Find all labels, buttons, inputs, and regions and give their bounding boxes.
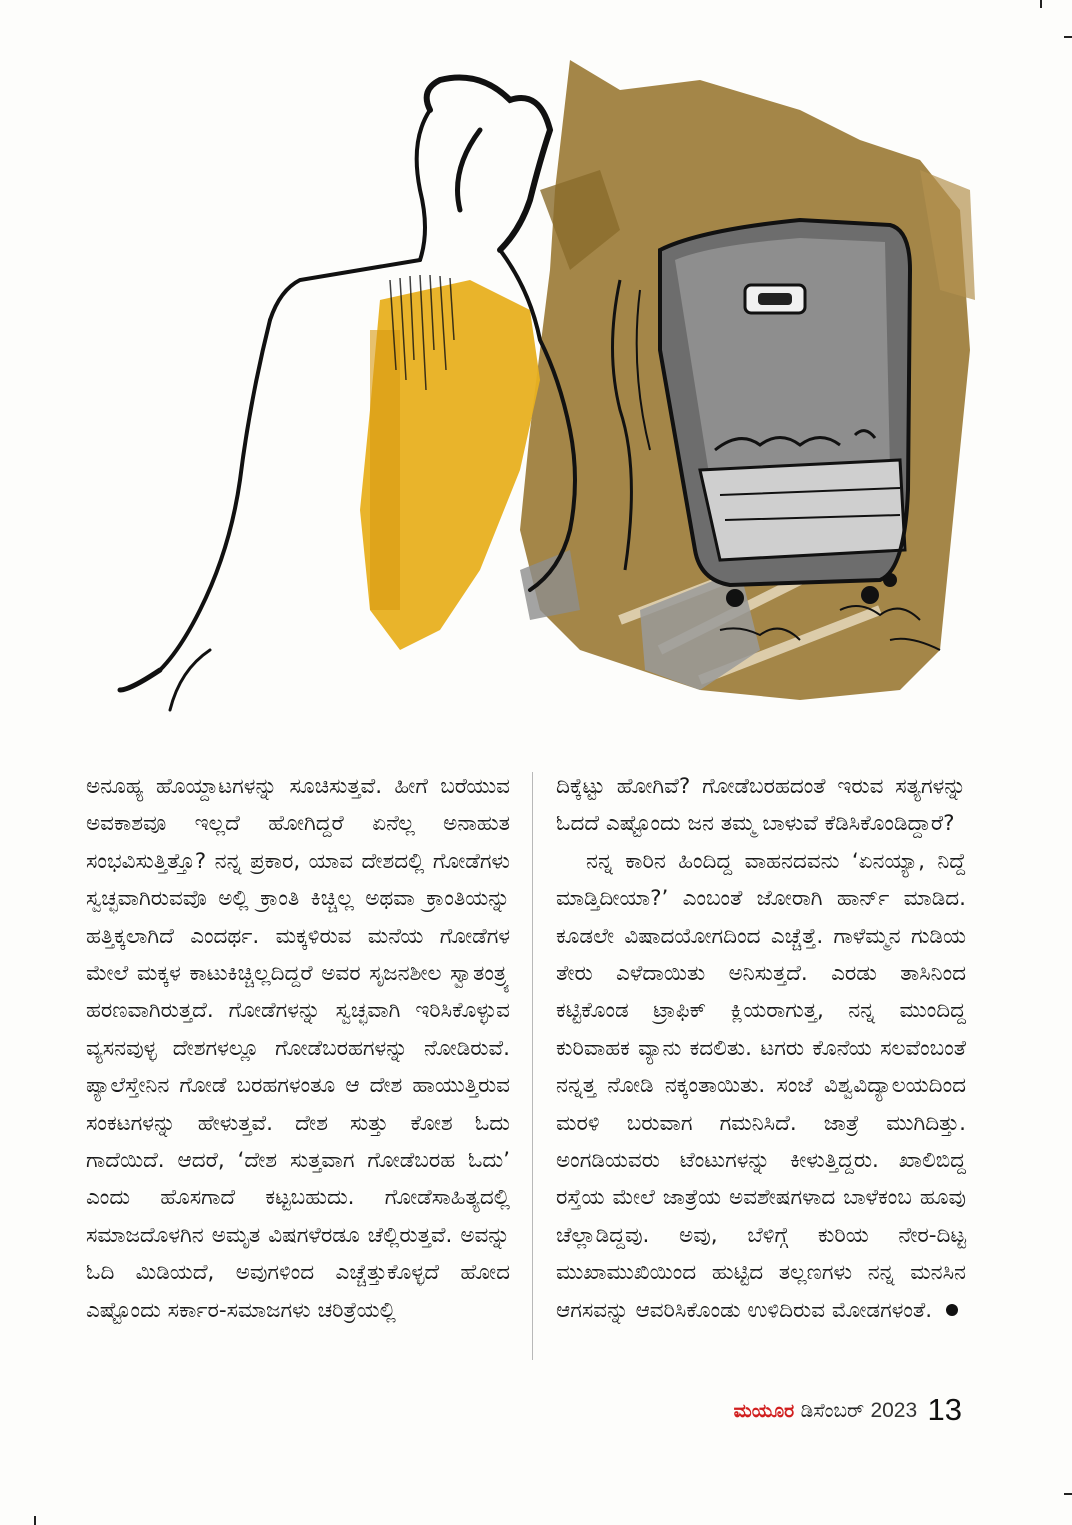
paragraph-text: ನನ್ನ ಕಾರಿನ ಹಿಂದಿದ್ದ ವಾಹನದವನು ‘ಏನಯ್ಯಾ, ನಿದ್ದೆ ಮಾಡ್ತಿದೀಯಾ?’ ಎಂಬಂತೆ ಜೋರಾಗಿ ಹಾರ್ನ್ ಮಾಡಿದ. ಕೂಡಲೇ ವಿಷಾದಯೋಗದಿಂದ ಎಚ್ಚೆತ್ತೆ. ಗಾಳೆಮ್ಮನ ಗುಡಿಯ ತೇರು ಎಳೆದಾಯಿತು ಅನಿಸುತ್ತದೆ. ಎರಡು ತಾಸಿನಿಂದ ಕಟ್ಟಿಕೊಂಡ ಟ್ರಾಫಿಕ್ ಕ್ಲಿಯರಾಗುತ್ತ, ನನ್ನ ಮುಂದಿದ್ದ ಕುರಿವಾಹಕ ವ್ಯಾನು ಕದಲಿತು. ಟಗರು ಕೊನೆಯ ಸಲವೆಂಬಂತೆ ನನ್ನತ್ತ ನೋಡಿ ನಕ್ಕಂತಾಯಿತು. ಸಂಜೆ ವಿಶ್ವವಿದ್ಯಾಲಯದಿಂದ ಮರಳಿ ಬರುವಾಗ ಗಮನಿಸಿದೆ. ಜಾತ್ರೆ ಮುಗಿದಿತ್ತು. ಅಂಗಡಿಯವರು ಟೆಂಟುಗಳನ್ನು ಕೀಳುತ್ತಿದ್ದರು. ಖಾಲಿಬಿದ್ದ ರಸ್ತೆಯ ಮೇಲೆ ಜಾತ್ರೆಯ ಅವಶೇಷಗಳಾದ ಬಾಳೆಕಂಬ ಹೂವು ಚೆಲ್ಲಾಡಿದ್ದವು. ಅವು, ಬೆಳಿಗ್ಗೆ ಕುರಿಯ ನೇರ-ದಿಟ್ಟ ಮುಖಾಮುಖಿಯಿಂದ ಹುಟ್ಟಿದ ತಲ್ಲಣಗಳು ನನ್ನ ಮನಸಿನ ಆಗಸವನ್ನು ಆವರಿಸಿಕೊಂಡು ಉಳಿದಿರುವ ಮೋಡಗಳಂತೆ.	[556, 848, 966, 1323]
page-footer	[734, 1392, 962, 1428]
issue-year: 2023	[870, 1399, 918, 1422]
article-column-right	[556, 768, 966, 1329]
column-divider	[532, 772, 533, 1360]
magazine-name: ಮಯೂರ	[733, 1400, 795, 1422]
crop-mark-bottom-left	[34, 1516, 36, 1525]
illustration	[100, 50, 980, 730]
crop-mark-right-top	[1064, 36, 1072, 38]
crop-mark-top-right	[1040, 0, 1042, 8]
page-number: 13	[927, 1392, 962, 1427]
paragraph: ದಿಕ್ಕೆಟ್ಟು ಹೋಗಿವೆ? ಗೋಡೆಬರಹದಂತೆ ಇರುವ ಸತ್ಯಗಳನ್ನು ಓದದೆ ಎಷ್ಟೊಂದು ಜನ ತಮ್ಮ ಬಾಳುವೆ ಕೆಡಿಸಿಕೊಂಡಿದ್ದಾರೆ?	[556, 774, 966, 837]
issue-month: ಡಿಸೆಂಬರ್	[800, 1398, 865, 1422]
end-of-article-bullet-icon	[946, 1304, 958, 1316]
article-column-left	[86, 768, 510, 1329]
crop-mark-right-bottom	[1064, 1493, 1072, 1495]
paragraph: ಅನೂಹ್ಯ ಹೊಯ್ದಾಟಗಳನ್ನು ಸೂಚಿಸುತ್ತವೆ. ಹೀಗೆ ಬರೆಯುವ ಅವಕಾಶವೂ ಇಲ್ಲದೆ ಹೋಗಿದ್ದರೆ ಏನೆಲ್ಲ ಅನಾಹುತ ಸಂಭವಿಸುತ್ತಿತ್ತೊ? ನನ್ನ ಪ್ರಕಾರ, ಯಾವ ದೇಶದಲ್ಲಿ ಗೋಡೆಗಳು ಸ್ವಚ್ಛವಾಗಿರುವವೊ ಅಲ್ಲಿ ಕ್ರಾಂತಿ ಕಿಚ್ಚಿಲ್ಲ ಅಥವಾ ಕ್ರಾಂತಿಯನ್ನು ಹತ್ತಿಕ್ಕಲಾಗಿದೆ ಎಂದರ್ಥ. ಮಕ್ಕಳಿರುವ ಮನೆಯ ಗೋಡೆಗಳ ಮೇಲೆ ಮಕ್ಕಳ ಕಾಟುಕಿಚ್ಚಿಲ್ಲದಿದ್ದರೆ ಅವರ ಸೃಜನಶೀಲ ಸ್ವಾತಂತ್ರ್ಯ ಹರಣವಾಗಿರುತ್ತದೆ. ಗೋಡೆಗಳನ್ನು ಸ್ವಚ್ಛವಾಗಿ ಇರಿಸಿಕೊಳ್ಳುವ ವ್ಯಸನವುಳ್ಳ ದೇಶಗಳಲ್ಲೂ ಗೋಡೆಬರಹಗಳನ್ನು ನೋಡಿರುವೆ. ಪ್ಯಾಲೆಸ್ತೇನಿನ ಗೋಡೆ ಬರಹಗಳಂತೂ ಆ ದೇಶ ಹಾಯುತ್ತಿರುವ ಸಂಕಟಗಳನ್ನು ಹೇಳುತ್ತವೆ. ದೇಶ ಸುತ್ತು ಕೋಶ ಓದು ಗಾದೆಯಿದೆ. ಆದರೆ, ‘ದೇಶ ಸುತ್ತವಾಗ ಗೋಡೆಬರಹ ಓದು’ ಎಂದು ಹೊಸಗಾದೆ ಕಟ್ಟಬಹುದು. ಗೋಡೆಸಾಹಿತ್ಯದಲ್ಲಿ ಸಮಾಜದೊಳಗಿನ ಅಮೃತ ವಿಷಗಳೆರಡೂ ಚೆಲ್ಲಿರುತ್ತವೆ. ಅವನ್ನು ಓದಿ ಮಿಡಿಯದೆ, ಅವುಗಳಿಂದ ಎಚ್ಚೆತ್ತುಕೊಳ್ಳದೆ ಹೋದ ಎಷ್ಟೊಂದು ಸರ್ಕಾರ-ಸಮಾಜಗಳು ಚರಿತ್ರೆಯಲ್ಲಿ	[86, 774, 510, 1323]
suitcase	[660, 220, 910, 607]
paragraph	[556, 843, 966, 1329]
